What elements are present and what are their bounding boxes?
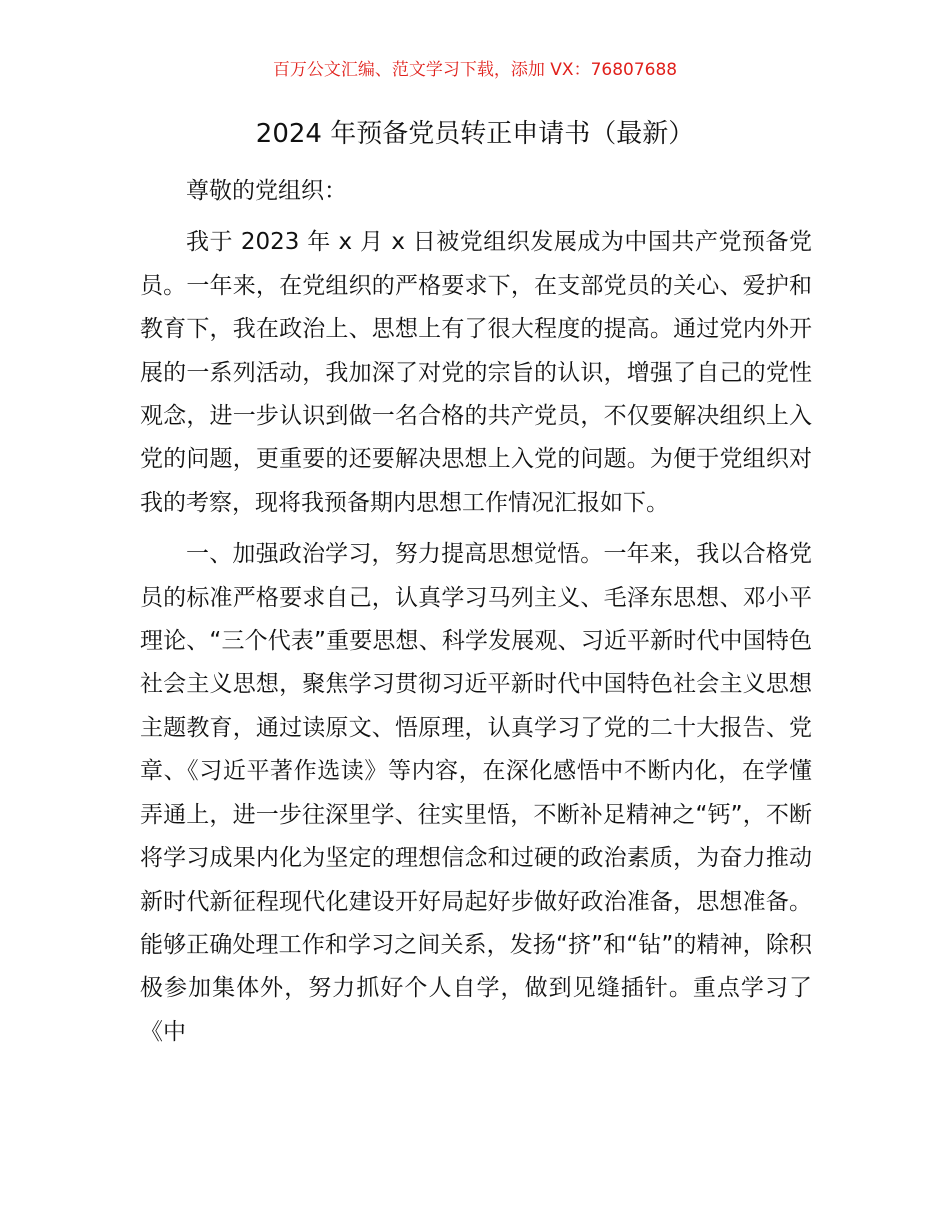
header-watermark-note: 百万公文汇编、范文学习下载，添加 VX：76807688 [272, 60, 678, 80]
paragraph-political-study: 一、加强政治学习，努力提高思想觉悟。一年来，我以合格党员的标准严格要求自己，认真学习马列主义、毛泽东思想、邓小平理论、“三个代表”重要思想、科学发展观、习近平新时代中国特色社会主义思想，聚焦学习贯彻习近平新时代中国特色社会主义思想主题教育，通过读原文、悟原理，认真学习了党的二十大报告、党章、《习近平著作选读》等内容，在深化感悟中不断内化，在学懂弄通上，进一步往深里学、往实里悟，不断补足精神之“钙”，不断将学习成果内化为坚定的理想信念和过硬的政治素质，为奋力推动新时代新征程现代化建设开好局起好步做好政治准备，思想准备。能够正确处理工作和学习之间关系，发扬“挤”和“钻”的精神，除积极参加集体外，努力抓好个人自学，做到见缝插针。重点学习了《中 [140, 541, 812, 1045]
salutation: 尊敬的党组织： [186, 178, 347, 204]
document-title: 2024 年预备党员转正申请书（最新） [255, 119, 695, 149]
paragraph-intro: 我于 2023 年 x 月 x 日被党组织发展成为中国共产党预备党员。一年来，在党组织的严格要求下，在支部党员的关心、爱护和教育下，我在政治上、思想上有了很大程度的提高。通过党内外开展的一系列活动，我加深了对党的宗旨的认识，增强了自己的党性观念，进一步认识到做一名合格的共产党员，不仅要解决组织上入党的问题，更重要的还要解决思想上入党的问题。为便于党组织对我的考察，现将我预备期内思想工作情况汇报如下。 [140, 229, 812, 516]
document-body [140, 170, 812, 1062]
